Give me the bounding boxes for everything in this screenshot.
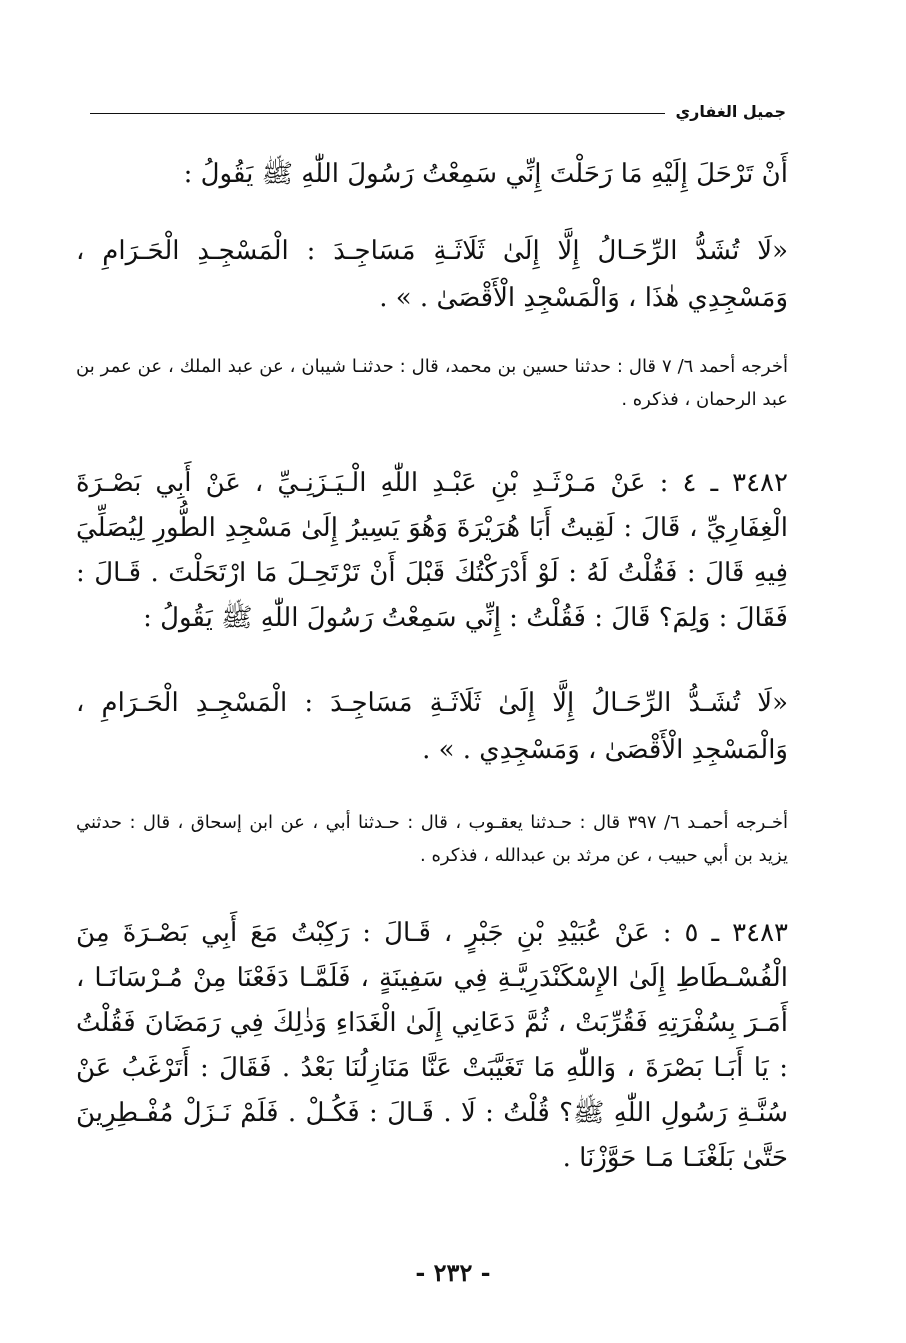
hadith-3482: ٣٤٨٢ ـ ٤ : عَنْ مَـرْثَـدِ بْنِ عَبْـدِ اللّٰهِ الْـيَـزَنِـيِّ ، عَنْ أَبِي بَصْـرَةَ الْغِفَارِيِّ ، قَالَ : لَقِيتُ أَبَا هُرَيْرَةَ وَهُوَ يَسِيرُ إِلَىٰ مَسْجِدِ الطُّورِ لِيُصَلِّيَ فِيهِ قَالَ : فَقُلْتُ لَهُ : لَوْ أَدْرَكْتُكَ قَبْلَ أَنْ تَرْتَحِـلَ مَا ارْتَحَلْتَ . قَـالَ : فَقَالَ : وَلِمَ؟ قَالَ : فَقُلْتُ : إِنِّي سَمِعْتُ رَسُولَ اللّٰهِ ﷺ يَقُولُ :	[76, 468, 788, 633]
takhrij-note: أخـرجه أحمـد ٦/ ٣٩٧ قال : حـدثنا يعقـوب ، قال : حـدثنا أبي ، عن ابن إسحاق ، قال : حدثني يزيد بن أبي حبيب ، عن مرثد بن عبدالله ، فذكره .	[76, 812, 788, 866]
header-rule	[90, 113, 665, 114]
page-number: - ٢٣٢ -	[415, 1258, 491, 1287]
hadith-3483: ٣٤٨٣ ـ ٥ : عَنْ عُبَيْدِ بْنِ جَبْرٍ ، قَـالَ : رَكِبْتُ مَعَ أَبِي بَصْـرَةَ مِنَ الْفُسْـطَاطِ إِلَىٰ الإِسْكَنْدَرِيَّـةِ فِي سَفِينَةٍ ، فَلَمَّـا دَفَعْنَا مِنْ مُـرْسَانَـا ، أَمَـرَ بِسُفْرَتِهِ فَقُرِّبَتْ ، ثُمَّ دَعَانِي إِلَىٰ الْغَدَاءِ وَذٰلِكَ فِي رَمَضَانَ فَقُلْتُ : يَا أَبَـا بَصْرَةَ ، وَاللّٰهِ مَا تَغَيَّبَتْ عَنَّا مَنَازِلُنَا بَعْدُ . فَقَالَ : أَتَرْغَبُ عَنْ سُنَّـةِ رَسُولِ اللّٰهِ ﷺ؟ قُلْتُ : لَا . قَـالَ : فَكُـلْ . فَلَمْ نَـزَلْ مُفْـطِرِينَ حَتَّىٰ بَلَغْنَـا مَـا حَوَّزْنَا .	[76, 918, 788, 1173]
hadith-text-continuation: أَنْ تَرْحَلَ إِلَيْهِ مَا رَحَلْتَ إِنِّي سَمِعْتُ رَسُولَ اللّٰهِ ﷺ يَقُولُ :	[183, 159, 788, 189]
hadith-quote: «لَا تُشَـدُّ الرِّحَـالُ إِلَّا إِلَىٰ ثَلَاثَـةِ مَسَاجِـدَ : الْمَسْجِـدِ الْحَـرَامِ ، وَالْمَسْجِدِ الْأَقْصَىٰ ، وَمَسْجِدِي . » .	[76, 688, 788, 765]
running-header	[90, 96, 786, 126]
takhrij-note: أخرجه أحمد ٦/ ٧ قال : حدثنا حسين بن محمد، قال : حدثنـا شيبان ، عن عبد الملك ، عن عمر بن عبد الرحمان ، فذكره .	[76, 356, 788, 410]
hadith-quote: «لَا تُشَدُّ الرِّحَـالُ إِلَّا إِلَىٰ ثَلَاثَـةِ مَسَاجِـدَ : الْمَسْجِـدِ الْحَـرَامِ ، وَمَسْجِدِي هٰذَا ، وَالْمَسْجِدِ الْأَقْصَىٰ . » .	[76, 236, 788, 313]
running-header-title: جميل الغفاري	[675, 101, 786, 121]
